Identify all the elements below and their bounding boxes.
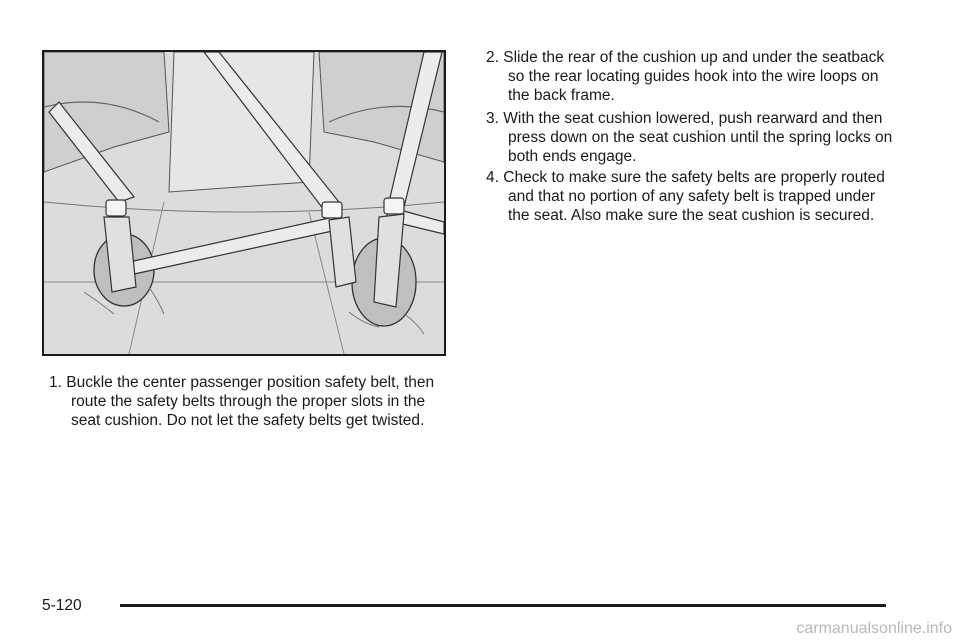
step-2-text: Slide the rear of the cushion up and under the seatback so the rear locating guides hook into the wire loops on the back frame. [503,49,885,105]
rear-seat-safety-belt-illustration [44,52,444,354]
step-1-text: Buckle the center passenger position safety belt, then route the safety belts through the proper slots in the seat cushion. Do not let the safety belts get twisted. [66,374,435,430]
page-number: 5-120 [42,597,82,614]
step-2 [486,48,896,106]
step-1-number: 1. [49,374,62,391]
step-3-number: 3. [486,110,499,127]
footer-rule [120,604,886,607]
step-3-text: With the seat cushion lowered, push rearward and then press down on the seat cushion until the spring locks on both ends engage. [503,110,893,166]
step-4-text: Check to make sure the safety belts are properly routed and that no portion of any safety belt is trapped under the seat. Also make sure the seat cushion is secured. [503,169,885,225]
step-2-number: 2. [486,49,499,66]
step-1 [49,373,449,431]
step-4 [486,168,896,226]
watermark: carmanualsonline.info [796,620,952,637]
step-3 [486,109,896,167]
seat-belt-illustration [42,50,446,356]
step-4-number: 4. [486,169,499,186]
